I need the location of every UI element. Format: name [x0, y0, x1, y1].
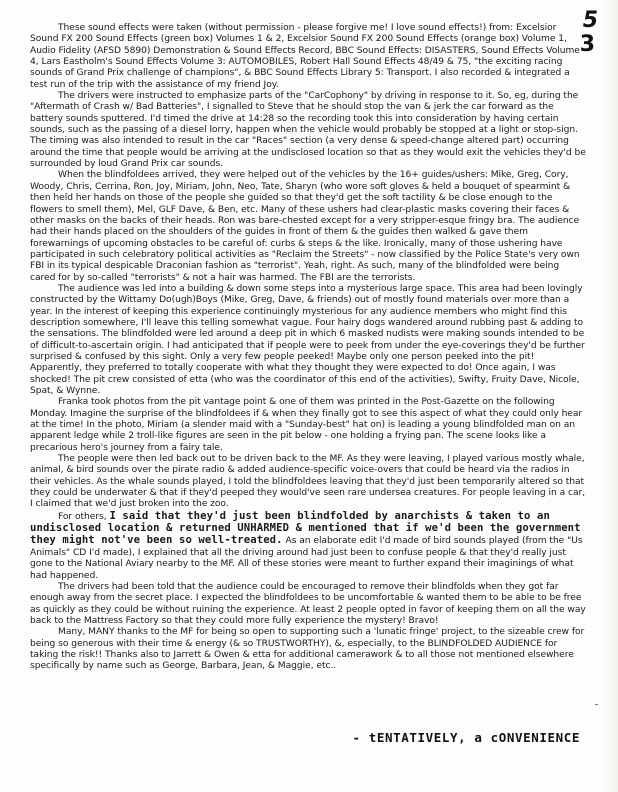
paragraph-drivers-instructions: The drivers were instructed to emphasize parts of the "CarCophony" by driving in response to it. So, eg, during the "Aftermath of Crash w/ Bad Batteries", I signalled to Steve that he should stop the van & jerk the car forward as the battery sounds sputtered. I'd timed the drive at 14:28 so the recording took this into consideration by having certain sounds, such as the passing of a diesel lorry, happen when the vehicle would probably be stopped at a light or stop-sign. The timing was also intended to result in the car "Races" section (a very dense & speed-change altered part) occurring around the time that people would be arriving at the undisclosed location so that as they would exit the vehicles they'd be surrounded by loud Grand Prix car sounds.: [30, 91, 586, 170]
article-body: [30, 23, 586, 673]
emphasized-statement: I said that they'd just been blindfolded by anarchists & taken to an undisclosed location & returned UNHARMED & mentioned that if we'd been the government they might not've been so well-treated.: [30, 509, 581, 547]
paragraph-return-to-mf: The people were then led back out to be driven back to the MF. As they were leaving, I played various mostly whale, animal, & bird sounds over the pirate radio & added audience-specific voice-overs that could be heard via the radios in their vehicles. As the whale sounds played, I told the blindfoldees leaving that they'd just been temporarily altered so that they could be underwater & that if they'd peeped they would've seen rare undersea creatures. For people leaving in a car, I claimed that we'd just broken into the zoo.: [30, 454, 586, 510]
paragraph-sound-effects-sources: These sound effects were taken (without permission - please forgive me! I love sound effects!) from: Excelsior Sound FX 200 Sound Effects (green box) Volumes 1 & 2, Excelsior Sound FX 200 Sound Effects (orange box) Volume 1, Audio Fidelity (AFSD 5890) Demonstration & Sound Effects Record, BBC Sound Effects: DISASTERS, Sound Effects Volume 4, Lars Eastholm's Sound Effects Volume 3: AUTOMOBILES, Robert Hall Sound Effects 48/49 & 75, "the exciting racing sounds of Grand Prix challenge of champions", & BBC Sound Effects Library 5: Transport. I also recorded & integrated a test run of the trip with the assistance of my friend Joy.: [30, 23, 580, 90]
author-signature: - tENTATIVELY, a cONVENIENCE: [352, 730, 580, 745]
paragraph-thanks: Many, MANY thanks to the MF for being so open to supporting such a 'lunatic fringe' project, to the sizeable crew for being so generous with their time & energy (& so TRUSTWORTHY), &, especially, to the BLINDFOLDED AUDIENCE for taking the risk!! Thanks also to Jarrett & Owen & etta for additional camerawork & to all those not mentioned elsewhere specifically by name such as George, Barbara, Jean, & Maggie, etc..: [30, 627, 585, 672]
page-number-bottom: 3: [579, 32, 595, 57]
paragraph-remove-blindfolds: The drivers had been told that the audience could be encouraged to remove their blindfolds when they got far enough away from the secret place. I expected the blindfoldees to be uncomfortable & wanted them to be able to be free as quickly as they could be without ruining the experience. At least 2 people opted in favor of keeping them on all the way back to the Mattress Factory so that they could more fully experience the mystery! Bravo!: [30, 581, 586, 626]
paragraph-anarchists-story: [30, 511, 586, 582]
paragraph-post-gazette-photo: Franka took photos from the pit vantage point & one of them was printed in the Post-Gazette on the following Monday. Imagine the surprise of the blindfoldees if & when they finally got to see this aspect of what they could only hear at the time! In the photo, Miriam (a slender maid with a "Sunday-best" hat on) is leading a young blindfolded man on an apparent ledge while 2 troll-like figures are seen in the pit below - one holding a frying pan. The scene looks like a precarious hero's journey from a fairy tale.: [30, 397, 583, 453]
scan-speck: [595, 704, 598, 705]
paragraph-blindfoldees-arrival: When the blindfoldees arrived, they were helped out of the vehicles by the 16+ guides/ushers: Mike, Greg, Cory, Woody, Chris, Cerrina, Ron, Joy, Miriam, John, Neo, Tate, Sharyn (who wore soft gloves & held a bouquet of spearmint & then held her hands on those of the people she guided so that they'd get the soft tactility & be close enough to the flowers to smell them), Mel, GLF Dave, & Ben, etc. Many of these ushers had clear-plastic masks covering their faces & other masks on the backs of their heads. Ron was bare-chested except for a very stripper-esque fringy bra. The audience had their hands placed on the shoulders of the guides in front of them & the guides then walked & gave them forewarnings of upcoming obstacles to be careful of: curbs & steps & the like. Ironically, many of those ushering have participated in such celebratory political activities as "Reclaim the Streets" - now classified by the Police State's very own FBI in its typical despicable Draconian fashion as "terrorist". Yeah, right. As such, many of the blindfolded were being cared for by so-called "terrorists" & not a hair was harmed. The FBI are the terrorists.: [30, 170, 580, 283]
paragraph-anarchists-pre: For others,: [58, 511, 110, 522]
paragraph-anarchists-post: As an elaborate edit I'd made of bird sounds played (from the "Us Animals" CD I'd made), I explained that all the driving around had just been to confuse people & that they'd really just gone to the National Aviary nearby to the MF. All of these stories were meant to further expand their imaginings of what had happened.: [30, 536, 583, 581]
page-number-top: 5: [582, 8, 598, 33]
paragraph-mysterious-space: The audience was led into a building & down some steps into a mysterious large space. This area had been lovingly constructed by the Wittamy Do(ugh)Boys (Mike, Greg, Dave, & friends) out of mostly found materials over more than a year. In the interest of keeping this experience continuingly mysterious for any audience members who might find this description somewhere, I'll leave this telling somewhat vague. Four hairy dogs wandered around rubbing past & adding to the sensations. The blindfolded were led around a deep pit in which 6 masked nudists were making sounds intended to be of difficult-to-ascertain origin. I had anticipated that if people were to peek from under the eye-coverings they'd be further surprised & confused by this sight. Only a very few people peeked! Maybe only one person peeked into the pit! Apparently, they preferred to totally cooperate with what they thought they were expected to do! Once again, I was shocked! The pit crew consisted of etta (who was the coordinator of this end of the activities), Swifty, Fruity Dave, Nicole, Spat, & Wynne.: [30, 283, 585, 396]
scan-edge-shadow: [604, 0, 618, 792]
